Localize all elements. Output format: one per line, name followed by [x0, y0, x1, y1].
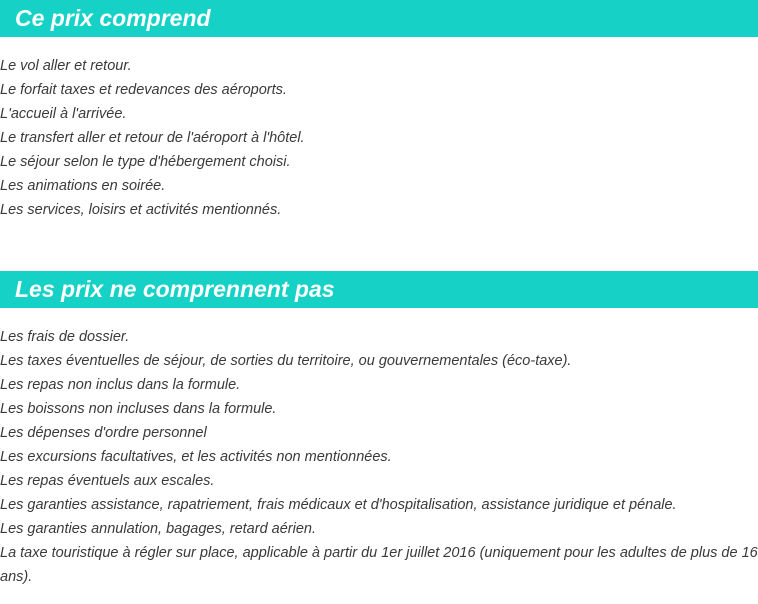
list-item: L'accueil à l'arrivée. — [0, 106, 127, 122]
not-included-section-title: Les prix ne comprennent pas — [0, 271, 758, 308]
list-item: Les dépenses d'ordre personnel — [0, 425, 207, 441]
list-item: Les repas non inclus dans la formule. — [0, 377, 241, 393]
list-item: Le transfert aller et retour de l'aéroport à l'hôtel. — [0, 130, 305, 146]
not-included-list — [0, 325, 758, 589]
included-list — [0, 54, 758, 222]
list-item: Les repas éventuels aux escales. — [0, 473, 215, 489]
list-item: Les boissons non incluses dans la formule. — [0, 401, 277, 417]
list-item: Le séjour selon le type d'hébergement choisi. — [0, 154, 291, 170]
list-item: La taxe touristique à régler sur place, applicable à partir du 1er juillet 2016 (uniquement pour les adultes de plus de 16 ans). — [0, 545, 758, 585]
list-item: Les excursions facultatives, et les activités non mentionnées. — [0, 449, 392, 465]
list-item: Les frais de dossier. — [0, 329, 130, 345]
list-item: Le forfait taxes et redevances des aéroports. — [0, 82, 287, 98]
included-section-title: Ce prix comprend — [0, 0, 758, 37]
list-item: Les services, loisirs et activités mentionnés. — [0, 202, 282, 218]
list-item: Les taxes éventuelles de séjour, de sorties du territoire, ou gouvernementales (éco-taxe). — [0, 353, 572, 369]
list-item: Les animations en soirée. — [0, 178, 166, 194]
list-item: Le vol aller et retour. — [0, 58, 132, 74]
list-item: Les garanties assistance, rapatriement, frais médicaux et d'hospitalisation, assistance juridique et pénale. — [0, 497, 677, 513]
list-item: Les garanties annulation, bagages, retard aérien. — [0, 521, 316, 537]
